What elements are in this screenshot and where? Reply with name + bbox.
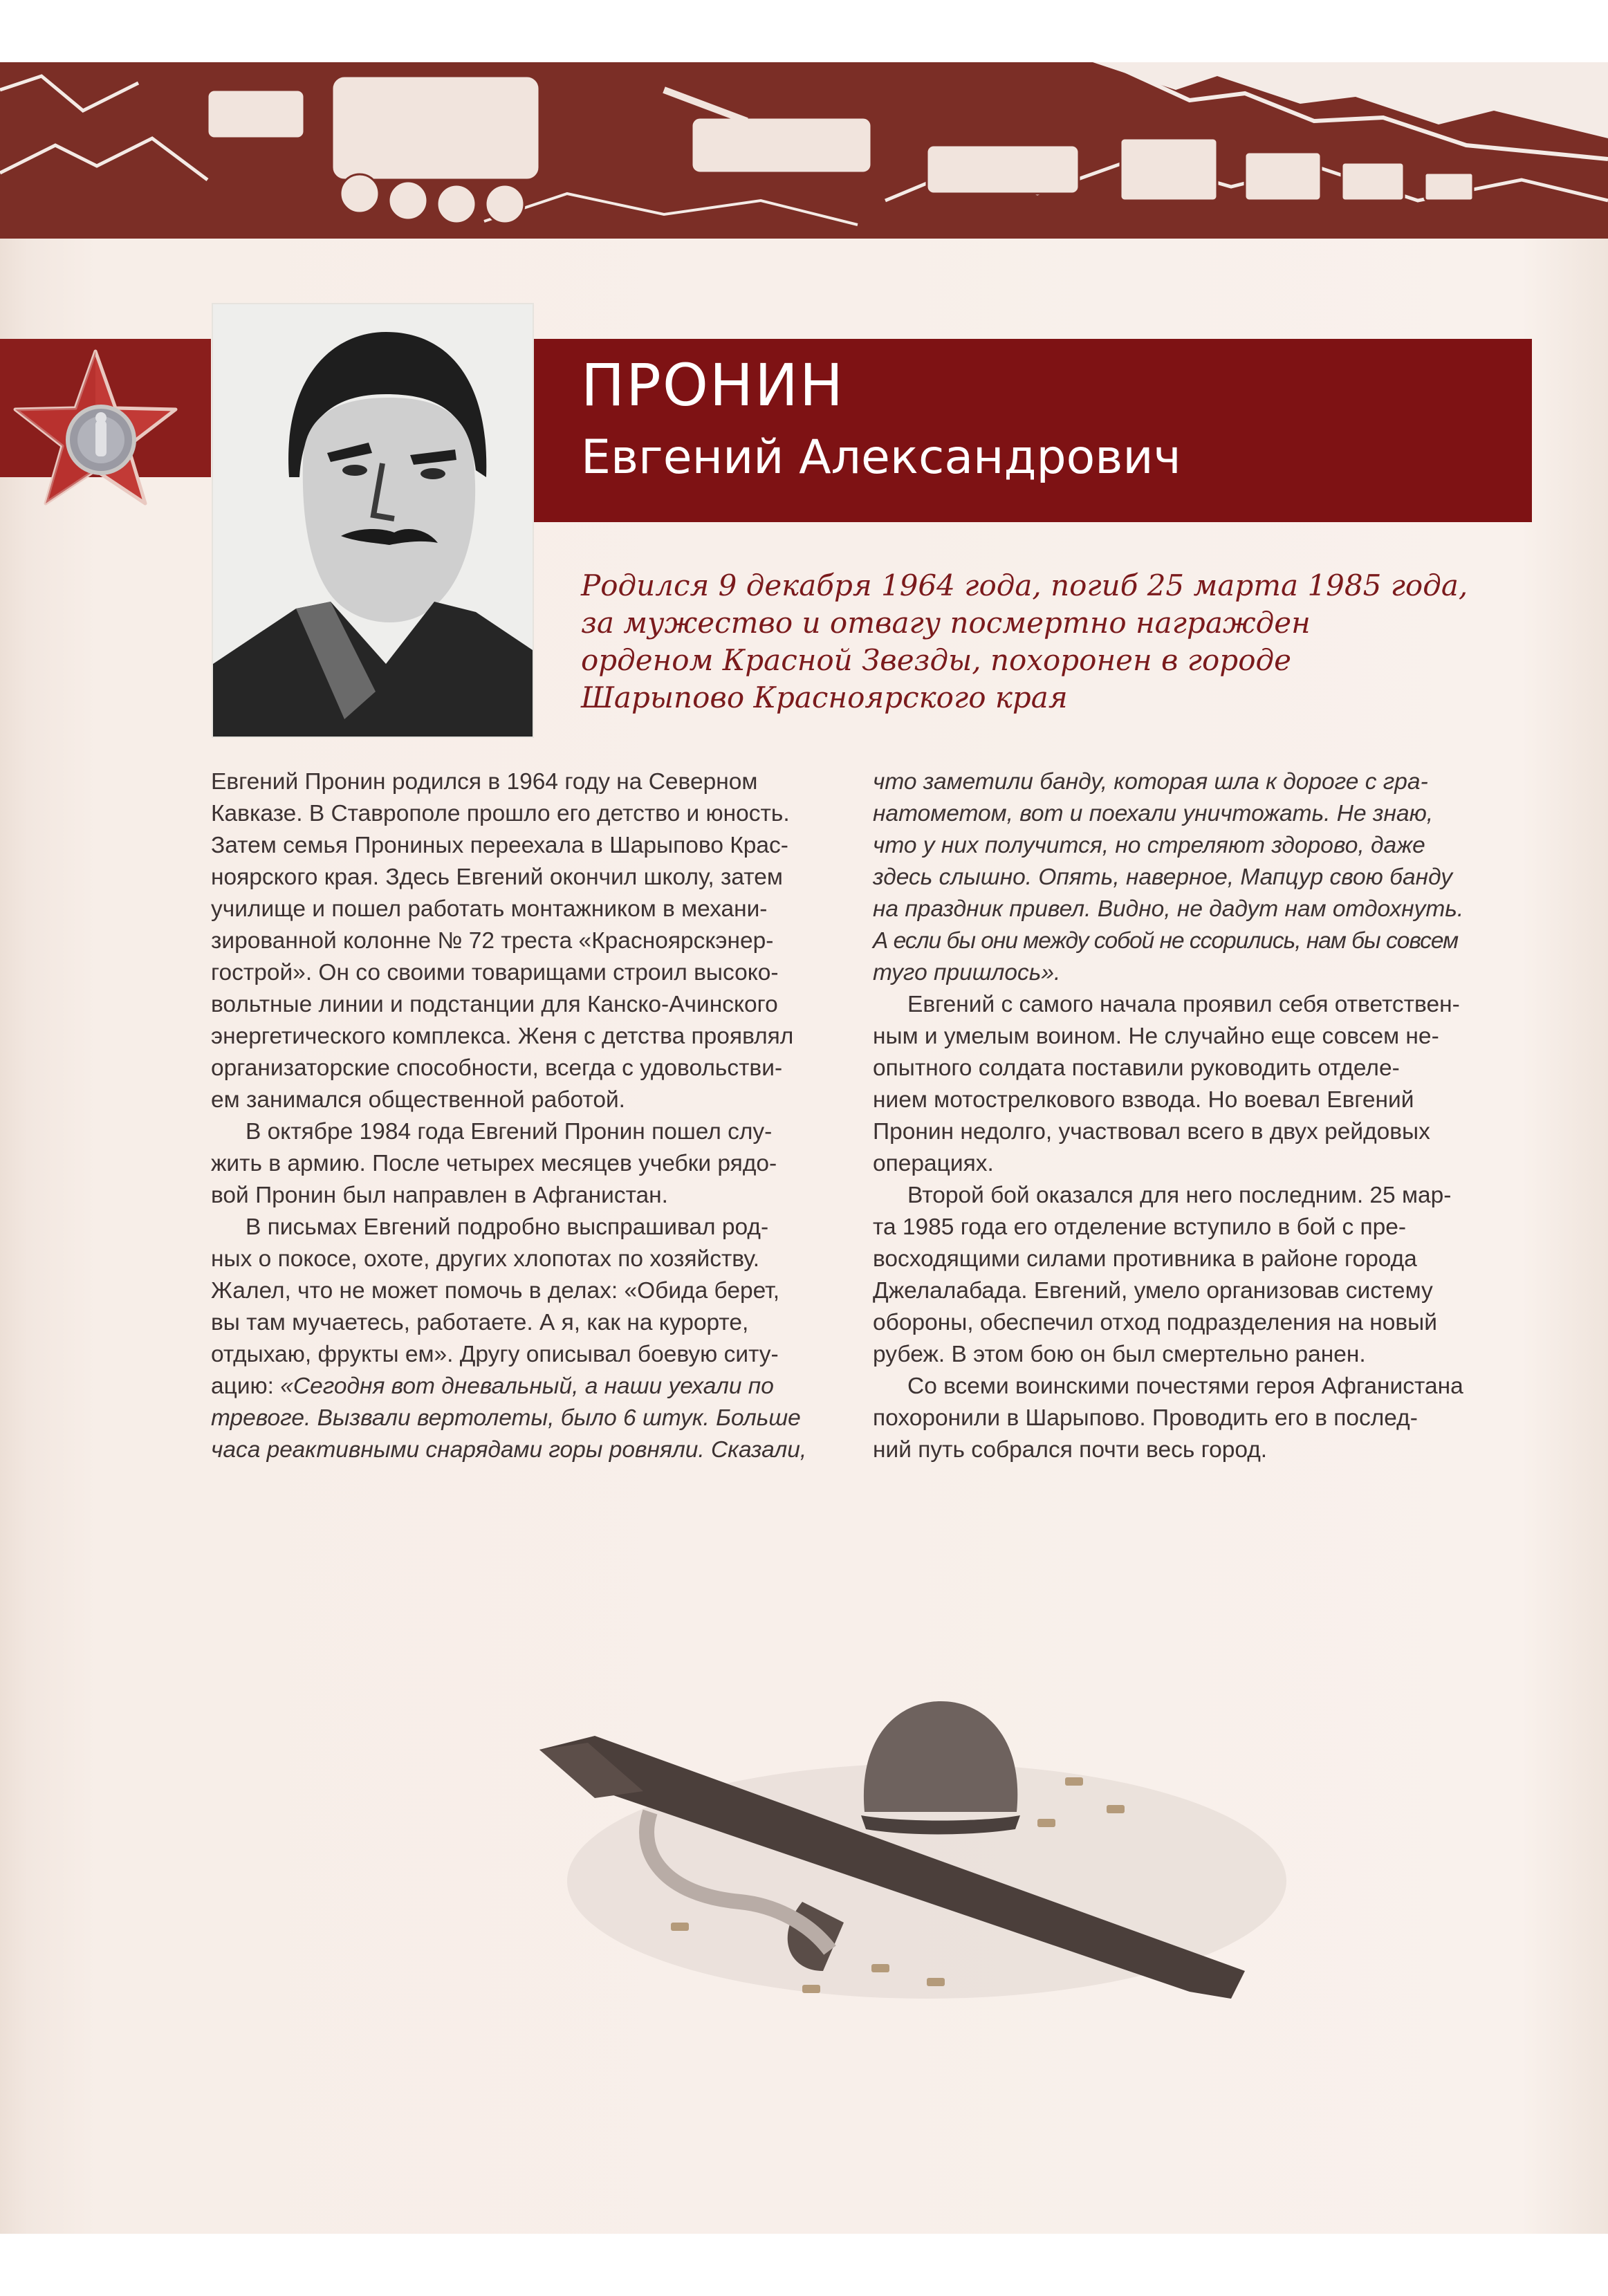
convoy-banner	[0, 62, 1608, 239]
text-line: ем занимался общественной работой.	[211, 1087, 625, 1113]
body-column-right	[873, 766, 1531, 1466]
helmet-and-rifle-illustration	[512, 1674, 1307, 2019]
lead-line: Шарыпово Красноярского края	[581, 681, 1068, 714]
body-column-left	[211, 766, 858, 1466]
lead-line: за мужество и отвагу посмертно награжден	[581, 606, 1311, 640]
text-line: опытного солдата поставили руководить отделе-	[873, 1055, 1400, 1081]
quote-line: натометом, вот и поехали уничтожать. Не знаю,	[873, 801, 1434, 826]
portrait-photo	[213, 304, 533, 737]
text-line: обороны, обеспечил отход подразделения на новый	[873, 1310, 1437, 1335]
text-line-mixed	[211, 1371, 858, 1402]
text-line: энергетического комплекса. Женя с детства проявлял	[211, 1024, 794, 1049]
text-line: гострой». Он со своими товарищами строил высоко-	[211, 960, 779, 985]
text-line: Кавказе. В Ставрополе прошло его детство и юность.	[211, 801, 790, 826]
lead-paragraph	[581, 567, 1522, 716]
given-names: Евгений Александрович	[581, 430, 1181, 485]
quote-line: что у них получится, но стреляют здорово, даже	[873, 833, 1425, 858]
text-line: Жалел, что не может помочь в делах: «Обида берет,	[211, 1278, 780, 1304]
quote-line: часа реактивными снарядами горы ровняли. Сказали,	[211, 1437, 807, 1463]
text-line: вы там мучаетесь, работаете. А я, как на курорте,	[211, 1310, 749, 1335]
text-line: ноярского края. Здесь Евгений окончил школу, затем	[211, 864, 783, 890]
quote-line: на праздник привел. Видно, не дадут нам отдохнуть.	[873, 896, 1464, 922]
quote-line: здесь слышно. Опять, наверное, Мапцур свою банду	[873, 864, 1452, 890]
text-line: отдыхаю, фрукты ем». Другу описывал боевую ситу-	[211, 1342, 779, 1367]
quote-line: что заметили банду, которая шла к дороге с гра-	[873, 769, 1428, 795]
text-line: рубеж. В этом бою он был смертельно ранен.	[873, 1342, 1366, 1367]
text-line: Со всеми воинскими почестями героя Афганистана	[907, 1373, 1463, 1399]
text-line: Евгений с самого начала проявил себя ответствен-	[907, 992, 1460, 1017]
text-line: операциях.	[873, 1151, 994, 1176]
text-line: похоронили в Шарыпово. Проводить его в послед-	[873, 1405, 1418, 1431]
text-line: та 1985 года его отделение вступило в бой с пре-	[873, 1214, 1407, 1240]
text-line: организаторские способности, всегда с удовольстви-	[211, 1055, 783, 1081]
quote-line: А если бы они между собой не ссорились, нам бы совсем	[873, 928, 1459, 954]
military-convoy-illustration-icon	[0, 62, 1608, 239]
text-line: вольтные линии и подстанции для Канско-Ачинского	[211, 992, 778, 1017]
text-line: Пронин недолго, участвовал всего в двух рейдовых	[873, 1119, 1430, 1145]
text-line: В октябре 1984 года Евгений Пронин пошел слу-	[246, 1119, 773, 1145]
text-line: училище и пошел работать монтажником в механи-	[211, 896, 768, 922]
text-line: Джелалабада. Евгений, умело организовав систему	[873, 1278, 1433, 1304]
text-line: ным и умелым воином. Не случайно еще совсем не-	[873, 1024, 1439, 1049]
text-line: ных о покосе, охоте, других хлопотах по хозяйству.	[211, 1246, 760, 1272]
text-line: жить в армию. После четырех месяцев учебки рядо-	[211, 1151, 777, 1176]
text-line: вой Пронин был направлен в Афганистан.	[211, 1183, 668, 1208]
text-line: Евгений Пронин родился в 1964 году на Северном	[211, 769, 758, 795]
text-fragment: ацию:	[211, 1373, 281, 1399]
quote-line: тревоге. Вызвали вертолеты, было 6 штук. Больше	[211, 1405, 801, 1431]
quote-fragment: «Сегодня вот дневальный, а наши уехали по	[280, 1373, 774, 1399]
text-line: Второй бой оказался для него последним. 25 мар-	[907, 1183, 1452, 1208]
text-line: Затем семья Прониных переехала в Шарыпово Крас-	[211, 833, 788, 858]
lead-line: Родился 9 декабря 1964 года, погиб 25 марта 1985 года,	[581, 568, 1468, 602]
quote-line: туго пришлось».	[873, 960, 1061, 985]
surname: ПРОНИН	[581, 351, 845, 419]
text-line: ний путь собрался почти весь город.	[873, 1437, 1268, 1463]
order-of-red-star-icon	[7, 346, 180, 512]
text-line: В письмах Евгений подробно выспрашивал род-	[246, 1214, 769, 1240]
text-line: восходящими силами противника в районе города	[873, 1246, 1417, 1272]
text-line: зированной колонне № 72 треста «Красноярскэнер-	[211, 928, 774, 954]
text-line: нием мотострелкового взвода. Но воевал Евгений	[873, 1087, 1414, 1113]
lead-line: орденом Красной Звезды, похоронен в городе	[581, 643, 1291, 677]
